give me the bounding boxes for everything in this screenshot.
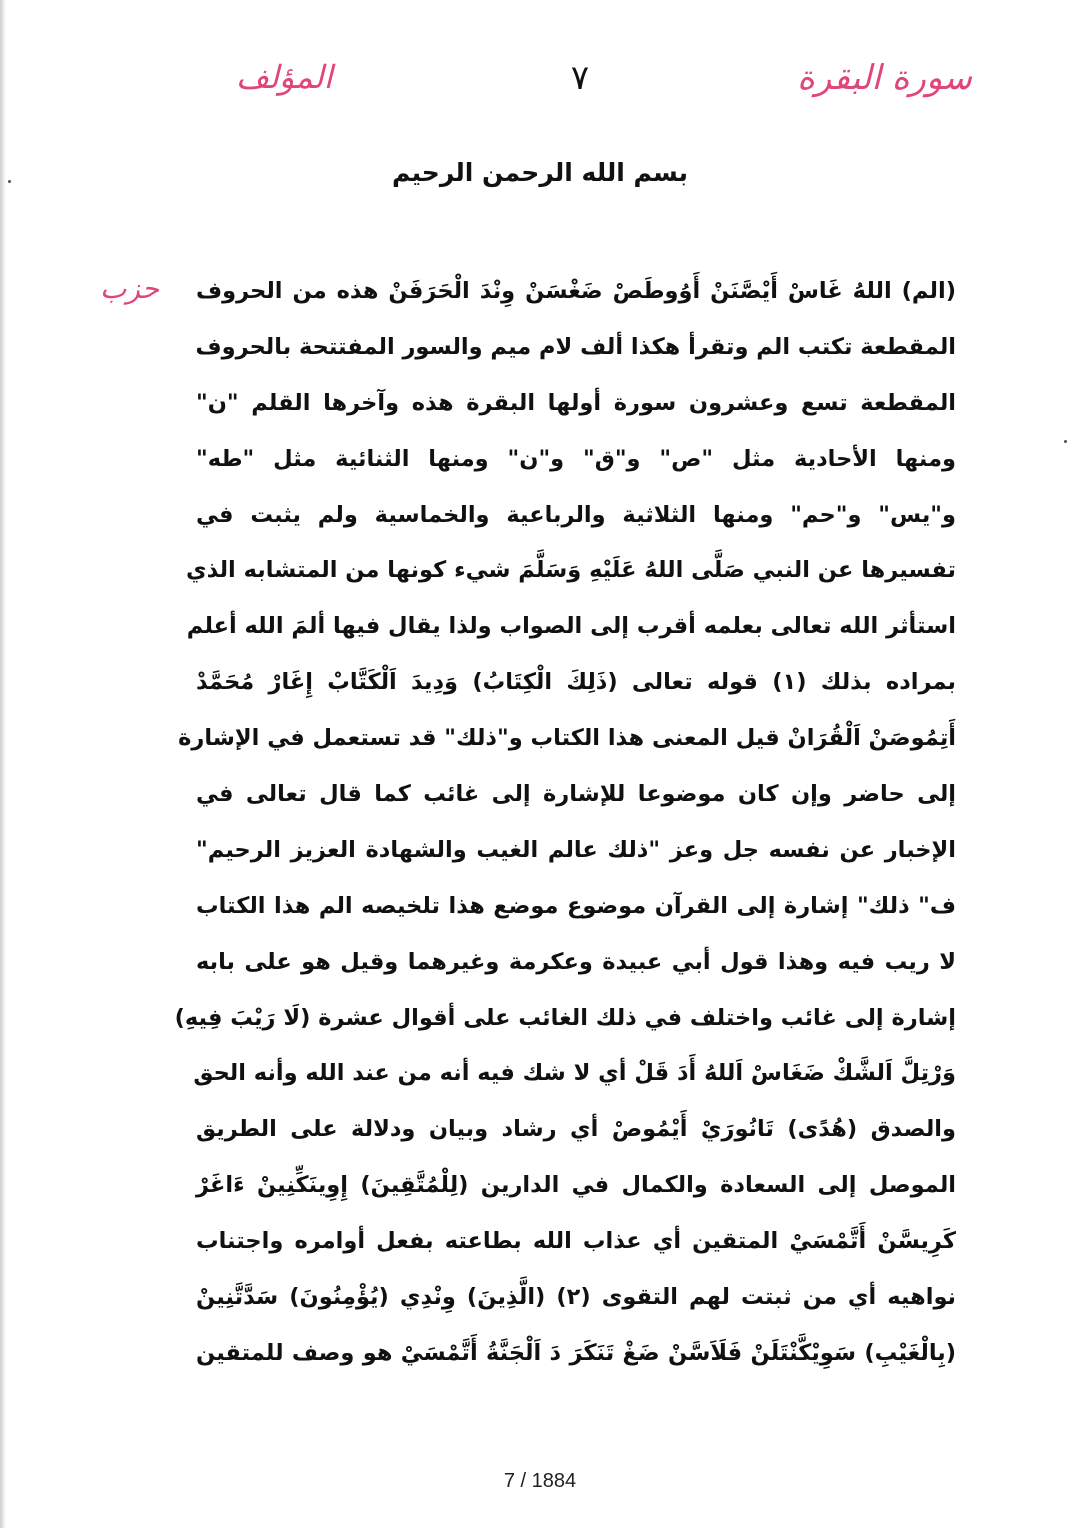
- text-line: تفسيرها عن النبي صَلَّى اللهُ عَلَيْهِ وَسَلَّمَ شيء كونها من المتشابه الذي: [185, 557, 956, 584]
- text-line: إشارة إلى غائب واختلف في ذلك الغائب على أقوال عشرة (لَا رَيْبَ فِيهِ): [174, 1004, 956, 1031]
- commentary-body: [174, 264, 957, 1382]
- text-line: المقطعة تكتب الم وتقرأ هكذا ألف لام ميم والسور المفتتحة بالحروف: [195, 333, 956, 360]
- text-line: (بِالْغَيْبِ) سَوِيْكَّنْتَلَنْ فَلَاَسَّنْ ضَغْ تَنَكَرَ دَ اَلْجَنَّةُ أَتَّمْسَيْ هو وصف للمتقين: [196, 1339, 956, 1366]
- text-line: الموصل إلى السعادة والكمال في الدارين (لِلْمُتَّقِينَ) إِوِينَكِّنِينْ ءَاغَرْ: [196, 1172, 956, 1199]
- text-line: بمراده بذلك (١) قوله تعالى (ذَلِكَ الْكِتَابُ) وَدِيدَ اَلْكَتَّابْ إِغَارْ مُحَمَّدْ: [196, 669, 956, 696]
- text-line: نواهيه أي من ثبتت لهم التقوى (٢) (الَّذِينَ) وِنْدِي (يُؤْمِنُونَ) سَدَّتَّنِينْ: [196, 1284, 957, 1311]
- scan-speck: [1064, 440, 1067, 443]
- text-line: ف" ذلك" إشارة إلى القرآن موضوع موضع هذا تلخيصه الم هذا الكتاب: [196, 892, 956, 919]
- page-number: ٧: [570, 58, 590, 98]
- text-line: (الم) اللهُ غَاسْ أَيْصَّنَنْ أَوُوطَصْ ضَغْسَنْ وِنْدَ الْحَرَفَنْ هذه من الحروف: [196, 278, 956, 304]
- text-line: والصدق (هُدًى) تَانُورَيْ أَيْمُوصْ أي رشاد وبيان ودلالة على الطريق: [196, 1116, 956, 1143]
- text-line: وَرْتِلَّ اَلشَّكْ ضَغَاسْ اَللهُ أَدَ قَلْ أي لا شك فيه أنه من عند الله وأنه الحق: [193, 1060, 956, 1087]
- text-line: لا ريب فيه وهذا قول أبي عبيدة وعكرمة وغيرهما وقيل هو على بابه: [196, 948, 956, 975]
- text-line: المقطعة تسع وعشرون سورة أولها البقرة هذه وآخرها القلم "ن": [196, 389, 956, 416]
- text-line: كَرِيسَّنْ أَتَّمْسَيْ المتقين أي عذاب الله بطاعته بفعل أوامره واجتناب: [196, 1228, 956, 1255]
- text-line: الإخبار عن نفسه جل وعز "ذلك عالم الغيب والشهادة العزيز الرحيم": [196, 836, 956, 863]
- text-line: إلى حاضر وإن كان موضوعا للإشارة إلى غائب كما قال تعالى في: [196, 781, 956, 808]
- basmala-heading: بسم الله الرحمن الرحيم: [392, 158, 688, 187]
- page-counter: 7 / 1884: [503, 1470, 577, 1492]
- handwritten-margin-note: حزب: [100, 272, 160, 305]
- text-line: ومنها الأحادية مثل "ص" و"ق" و"ن" ومنها الثنائية مثل "طه": [196, 445, 956, 472]
- scan-page-edge: [0, 0, 6, 1528]
- text-line: استأثر الله تعالى بعلمه أقرب إلى الصواب ولذا يقال فيها ألمَ الله أعلم: [186, 613, 956, 640]
- text-line: أَتِمُوصَنْ اَلْقُرَانْ قيل المعنى هذا الكتاب و"ذلك" قد تستعمل في الإشارة: [178, 725, 956, 752]
- handwritten-surah-name: سورة البقرة: [797, 58, 972, 98]
- text-line: و"يس" و"حم" ومنها الثلاثية والرباعية والخماسية ولم يثبت في: [196, 501, 956, 528]
- handwritten-owner-note: المؤلف: [236, 58, 333, 96]
